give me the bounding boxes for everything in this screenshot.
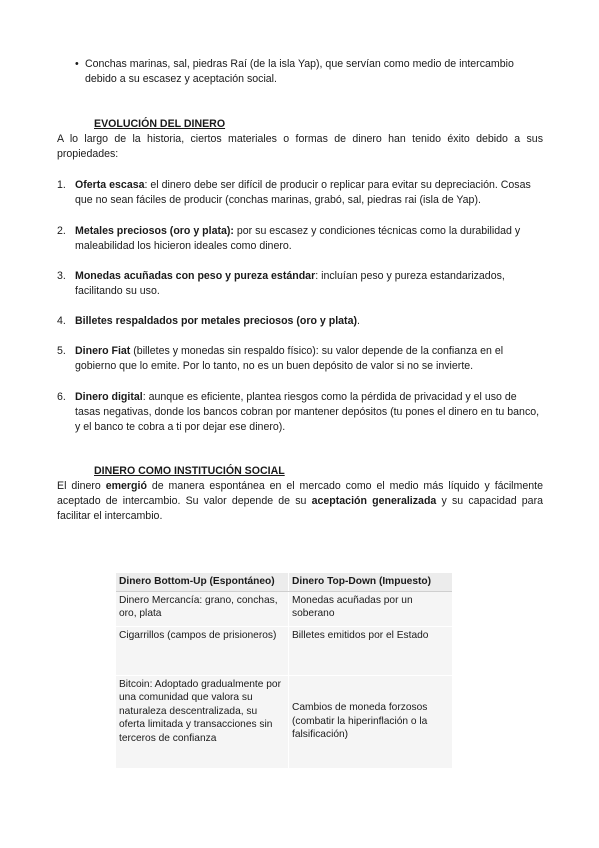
list-item-number: 2. [57,225,66,237]
table-row [116,626,452,675]
list-item [57,224,543,254]
list-item-number: 6. [57,391,66,403]
table-row [116,591,452,626]
list-item-text: : aunque es eficiente, plantea riesgos como la pérdida de privacidad y el uso de tasas negativas, donde los bancos cobran por mantener depósitos (tu pones el dinero en tu banco, y el banco te cobra a ti por dejar ese dinero). [75,391,540,433]
list-item-number: 4. [57,315,66,327]
section-intro-paragraph: A lo largo de la historia, ciertos materiales o formas de dinero han tenido éxito debido a sus propiedades: [57,133,543,160]
section-heading-institucion: DINERO COMO INSTITUCIÓN SOCIAL [94,465,285,477]
list-item-term: Monedas acuñadas con peso y pureza estándar [75,270,316,282]
list-item-text: (billetes y monedas sin respaldo físico): su valor depende de la confianza en el gobierno que lo emite. Por lo tanto, no es un buen depósito de valor si no se invierte. [75,345,504,372]
list-item [57,314,543,329]
list-item [57,269,543,299]
table-header-row [116,573,452,591]
list-item-text: por su escasez y condiciones técnicas como la durabilidad y maleabilidad los hicieron ideales como dinero. [75,225,521,252]
column-header-top-down: Dinero Top-Down (Impuesto) [289,573,453,591]
table-cell: Billetes emitidos por el Estado [289,626,453,675]
list-item-text: . [357,315,360,327]
bullet-dot-icon: • [75,58,79,70]
list-item-text: : incluían peso y pureza estandarizados, facilitando su uso. [75,270,505,297]
list-item-term: Dinero digital [75,391,143,403]
list-item-number: 5. [57,345,66,357]
paragraph-text: El dinero [57,480,106,492]
list-item-text: : el dinero debe ser difícil de producir o replicar para evitar su depreciación. Cosas que no sean fáciles de producir (conchas marinas, grabó, sal, piedras rai (isla de Yap). [75,179,531,206]
column-header-bottom-up: Dinero Bottom-Up (Espontáneo) [116,573,289,591]
list-item-number: 3. [57,270,66,282]
list-item-term: Metales preciosos (oro y plata): [75,225,234,237]
paragraph-emphasis: aceptación generalizada [311,495,437,507]
table-row [116,675,452,768]
list-item [57,390,543,435]
paragraph-text: y su capacidad para facilitar el intercambio. [57,495,543,522]
paragraph-text: de manera espontánea en el mercado como el medio más líquido y fácilmente aceptado de intercambio. Su valor depende de su [57,480,543,507]
table-cell: Bitcoin: Adoptado gradualmente por una comunidad que valora su naturaleza descentralizada, su oferta limitada y transacciones sin terceros de confianza [116,675,289,768]
bullet-text: Conchas marinas, sal, piedras Raí (de la isla Yap), que servían como medio de intercambio debido a su escasez y aceptación social. [85,58,514,85]
paragraph-emphasis: emergió [105,480,147,492]
section-paragraph [57,479,543,524]
list-item-term: Dinero Fiat [75,345,131,357]
list-item-term: Billetes respaldados por metales preciosos (oro y plata) [75,315,358,327]
table-cell: Cigarrillos (campos de prisioneros) [116,626,289,675]
list-item-number: 1. [57,179,66,191]
list-item [57,344,543,374]
table-cell: Cambios de moneda forzosos (combatir la hiperinflación o la falsificación) [289,675,453,768]
list-item [57,178,543,208]
list-item-term: Oferta escasa [75,179,145,191]
table-cell: Monedas acuñadas por un soberano [289,591,453,626]
table-cell: Dinero Mercancía: grano, conchas, oro, plata [116,591,289,626]
bullet-item [75,57,545,87]
section-heading-evolucion: EVOLUCIÓN DEL DINERO [94,118,226,130]
comparison-table [116,573,452,769]
